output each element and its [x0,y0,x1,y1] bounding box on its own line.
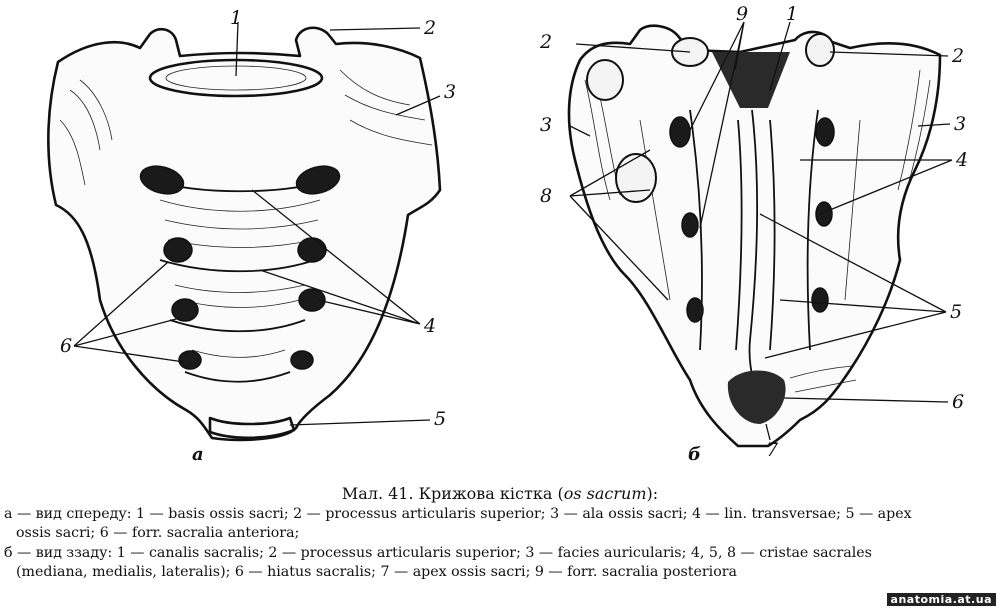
caption-title-latin: os sacrum [563,484,647,503]
figure-caption [0,484,1000,583]
label-6: 6 [60,335,73,357]
label-3-right: 3 [954,113,967,135]
label-6: 6 [952,391,965,413]
label-1: 1 [230,7,243,29]
label-5: 5 [950,301,963,323]
sacrum-posterior-view [539,3,968,465]
label-2-left: 2 [540,31,553,53]
label-2: 2 [424,17,437,39]
label-8: 8 [540,185,553,207]
label-1: 1 [786,3,799,25]
caption-line-a-cont: ossis sacri; 6 — forr. sacralia anteriora; [16,525,300,541]
caption-title-suffix: ): [646,484,659,503]
label-3-left: 3 [540,114,553,136]
watermark: anatomia.at.ua [887,593,996,606]
label-4: 4 [424,315,437,337]
sacrum-anterior-view [48,7,456,465]
label-2-right: 2 [952,45,965,67]
caption-line-a: а — вид спереду: 1 — basis ossis sacri; 2 — processus articularis superior; 3 — ala ossis sacri; 4 — lin. transversae; 5 — apex [4,505,912,522]
label-7: 7 [766,439,779,461]
view-b-sublabel: б [688,444,701,465]
label-3: 3 [444,81,457,103]
caption-line-b: б — вид ззаду: 1 — canalis sacralis; 2 — processus articularis superior; 3 — facies auricularis; 4, 5, 8 — cristae sacrales [4,544,872,561]
label-9: 9 [736,3,749,25]
label-4: 4 [956,149,969,171]
caption-line-b-cont: (mediana, medialis, lateralis); 6 — hiatus sacralis; 7 — apex ossis sacri; 9 — forr. sacralia posteriora [16,564,737,580]
label-5: 5 [434,408,447,430]
caption-title [0,484,1000,504]
caption-title-prefix: Мал. 41. Крижова кістка ( [341,484,564,503]
view-a-sublabel: а [192,444,204,465]
